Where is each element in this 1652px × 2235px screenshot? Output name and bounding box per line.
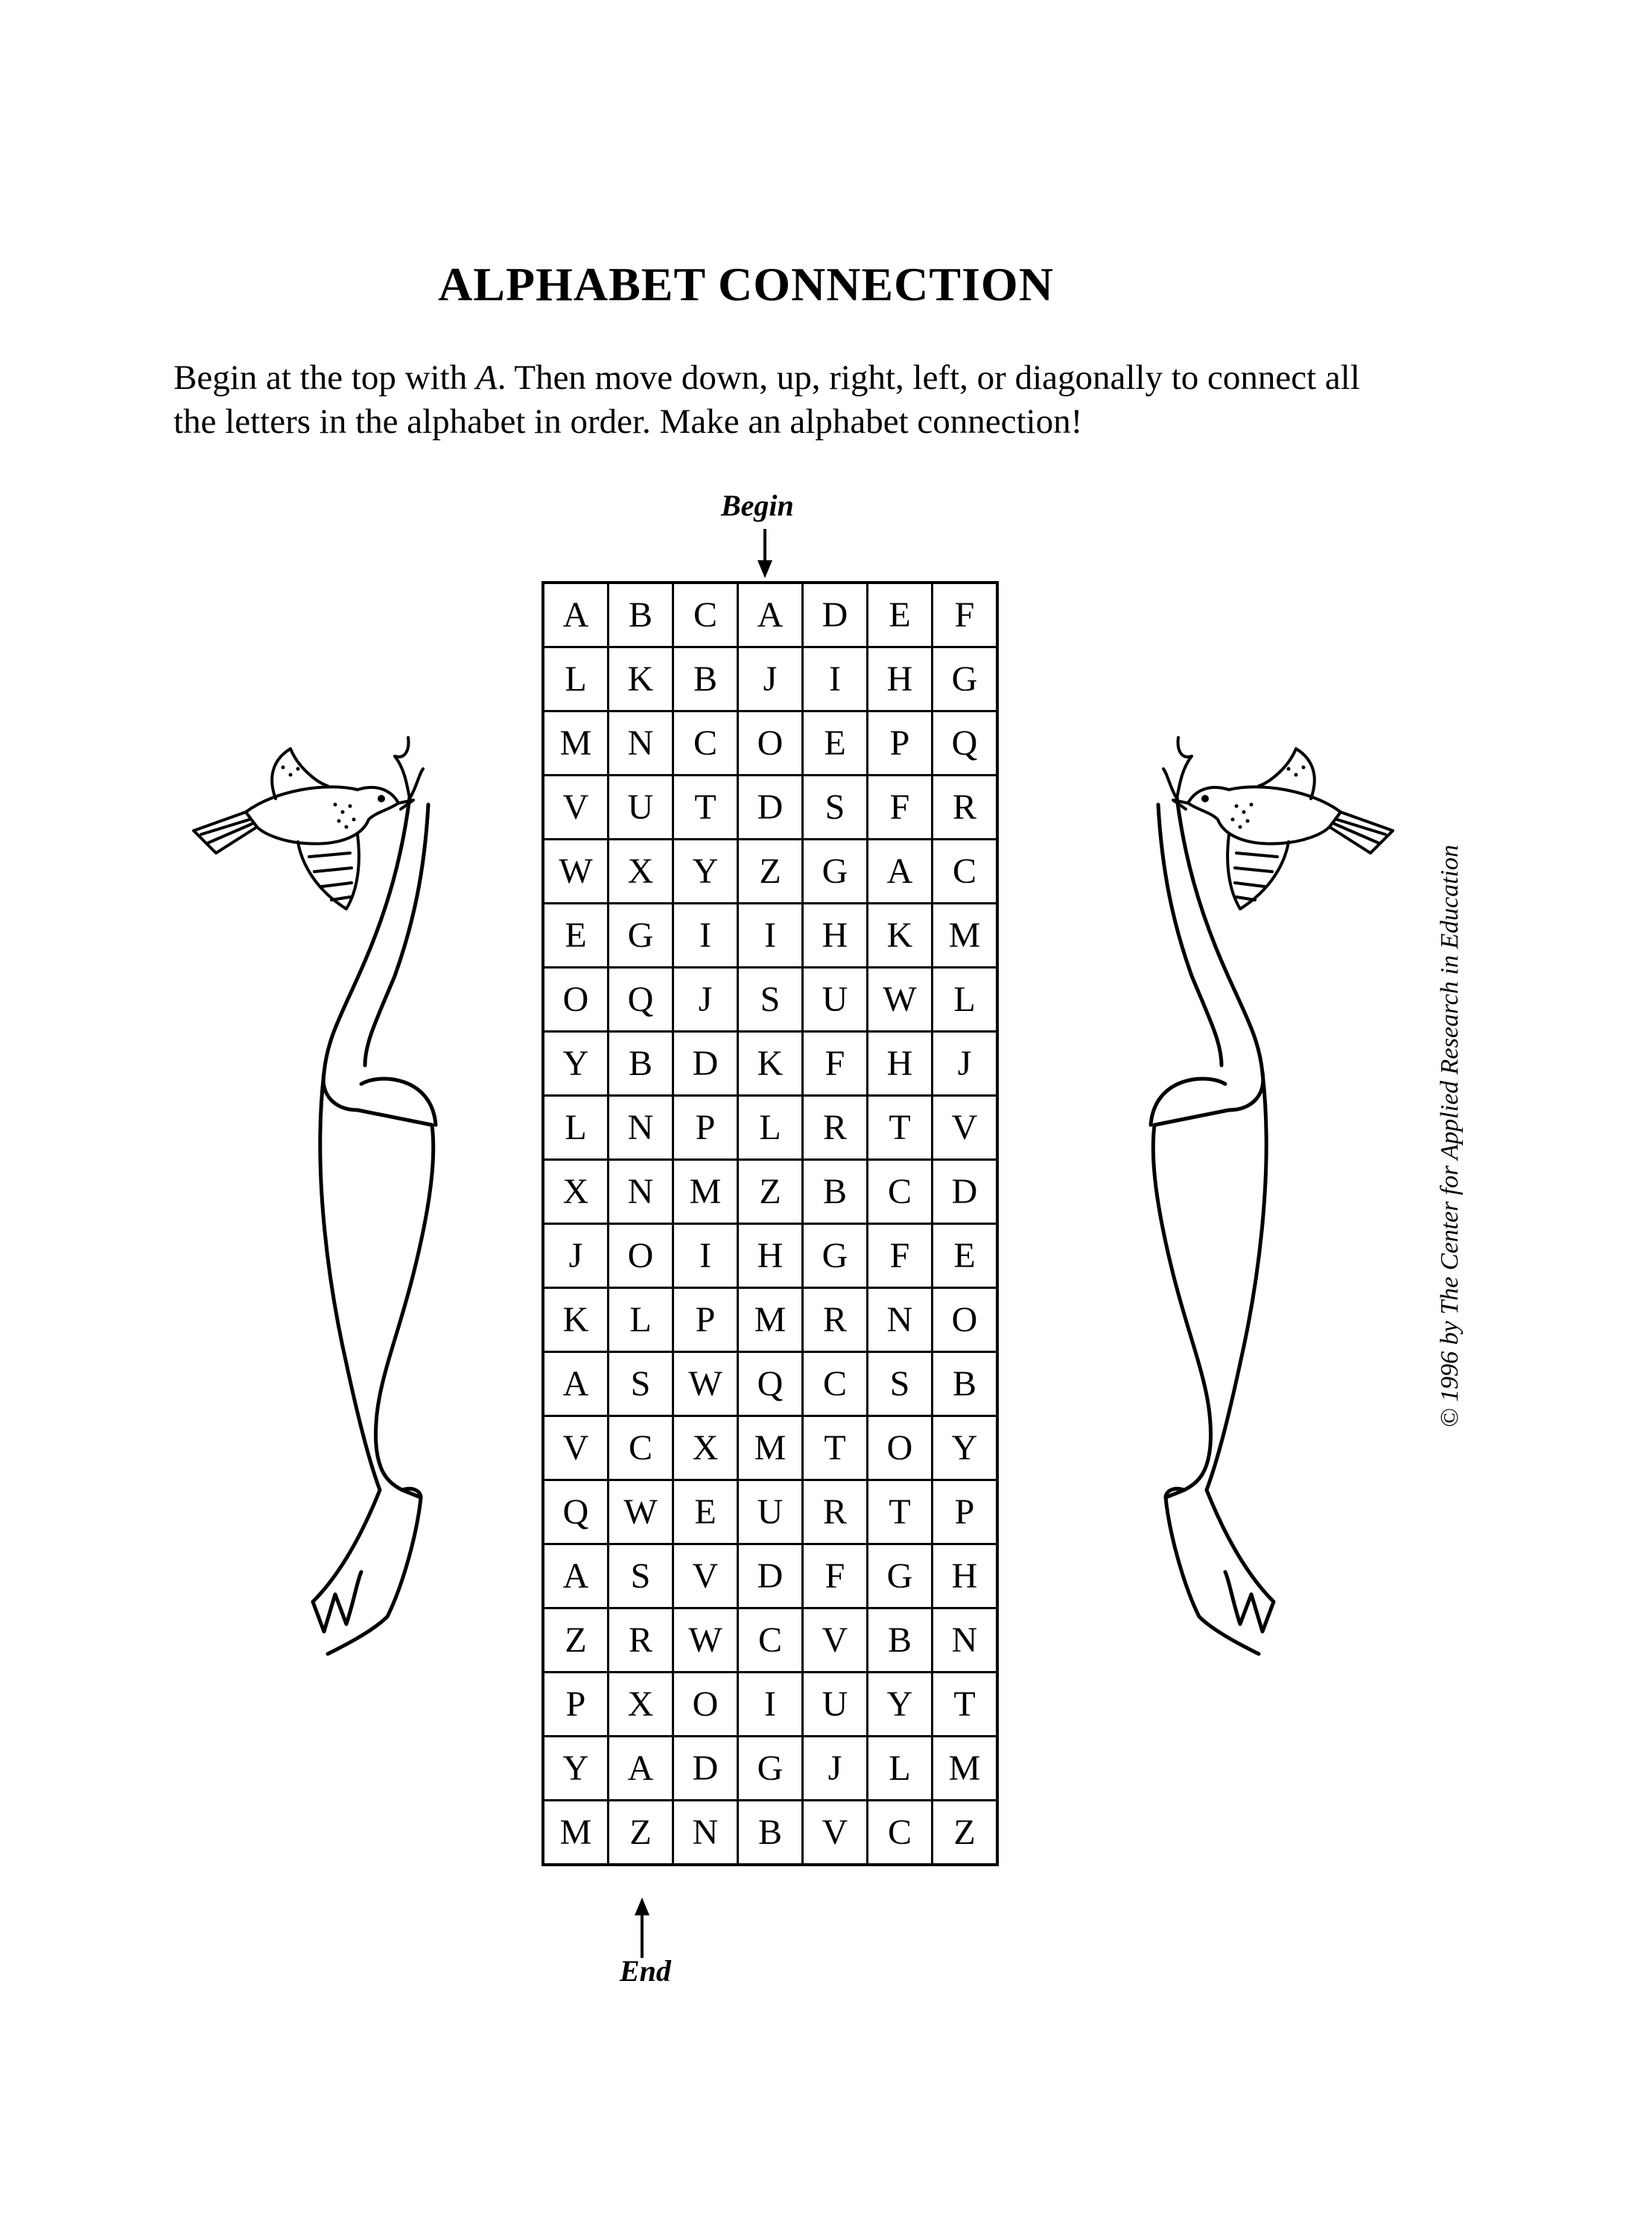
grid-row bbox=[543, 1673, 997, 1737]
grid-cell: P bbox=[543, 1673, 609, 1737]
grid-cell: J bbox=[673, 968, 738, 1032]
grid-cell: Q bbox=[738, 1352, 803, 1416]
grid-cell: D bbox=[673, 1737, 738, 1801]
grid-cell: S bbox=[609, 1352, 673, 1416]
page-title: ALPHABET CONNECTION bbox=[438, 258, 1054, 311]
grid-cell: W bbox=[868, 968, 933, 1032]
grid-cell: T bbox=[673, 776, 738, 840]
grid-cell: M bbox=[933, 1737, 998, 1801]
grid-cell: Z bbox=[738, 840, 803, 904]
instructions bbox=[174, 356, 1410, 444]
instructions-emphasis: A bbox=[475, 358, 498, 397]
grid-row bbox=[543, 1737, 997, 1801]
grid-cell: C bbox=[933, 840, 998, 904]
grid-cell: G bbox=[738, 1737, 803, 1801]
grid-row bbox=[543, 1160, 997, 1224]
grid-cell: J bbox=[543, 1224, 609, 1288]
grid-cell: D bbox=[933, 1160, 998, 1224]
grid-cell: L bbox=[868, 1737, 933, 1801]
arrow-up-icon bbox=[631, 1896, 653, 1959]
grid-cell: X bbox=[609, 1673, 673, 1737]
grid-cell: S bbox=[868, 1352, 933, 1416]
grid-cell: D bbox=[738, 1544, 803, 1608]
ribbon-banner-left bbox=[283, 797, 462, 1661]
grid-cell: C bbox=[868, 1801, 933, 1865]
grid-cell: X bbox=[543, 1160, 609, 1224]
grid-row bbox=[543, 1096, 997, 1160]
grid-cell: C bbox=[803, 1352, 868, 1416]
grid-cell: N bbox=[868, 1288, 933, 1352]
grid-cell: J bbox=[803, 1737, 868, 1801]
grid-cell: Y bbox=[543, 1032, 609, 1096]
grid-cell: K bbox=[738, 1032, 803, 1096]
grid-cell: N bbox=[609, 1160, 673, 1224]
grid-cell: A bbox=[868, 840, 933, 904]
grid-cell: B bbox=[673, 647, 738, 711]
grid-cell: P bbox=[673, 1096, 738, 1160]
grid-cell: L bbox=[609, 1288, 673, 1352]
end-label: End bbox=[620, 1954, 671, 1988]
grid-cell: A bbox=[609, 1737, 673, 1801]
grid-cell: U bbox=[803, 1673, 868, 1737]
grid-cell: Y bbox=[673, 840, 738, 904]
grid-cell: E bbox=[543, 904, 609, 968]
grid-cell: G bbox=[803, 1224, 868, 1288]
letter-grid bbox=[541, 581, 999, 1866]
copyright-notice: © 1996 by The Center for Applied Research in Education bbox=[1436, 844, 1464, 1428]
grid-cell: C bbox=[738, 1608, 803, 1673]
grid-cell: P bbox=[673, 1288, 738, 1352]
grid-row bbox=[543, 711, 997, 776]
grid-row bbox=[543, 904, 997, 968]
grid-cell: B bbox=[803, 1160, 868, 1224]
grid-cell: U bbox=[609, 776, 673, 840]
grid-cell: C bbox=[673, 711, 738, 776]
grid-cell: Y bbox=[543, 1737, 609, 1801]
grid-cell: F bbox=[803, 1544, 868, 1608]
grid-row bbox=[543, 1544, 997, 1608]
grid-row bbox=[543, 1288, 997, 1352]
grid-cell: N bbox=[933, 1608, 998, 1673]
grid-cell: I bbox=[673, 904, 738, 968]
grid-cell: U bbox=[803, 968, 868, 1032]
grid-cell: C bbox=[868, 1160, 933, 1224]
grid-cell: H bbox=[738, 1224, 803, 1288]
grid-cell: H bbox=[933, 1544, 998, 1608]
grid-cell: A bbox=[738, 583, 803, 647]
grid-cell: S bbox=[738, 968, 803, 1032]
grid-cell: L bbox=[933, 968, 998, 1032]
grid-cell: C bbox=[673, 583, 738, 647]
grid-cell: P bbox=[868, 711, 933, 776]
grid-cell: O bbox=[673, 1673, 738, 1737]
grid-cell: W bbox=[609, 1480, 673, 1544]
grid-cell: E bbox=[803, 711, 868, 776]
grid-cell: O bbox=[868, 1416, 933, 1480]
grid-cell: Z bbox=[543, 1608, 609, 1673]
grid-cell: N bbox=[609, 1096, 673, 1160]
grid-row bbox=[543, 1352, 997, 1416]
grid-cell: R bbox=[803, 1480, 868, 1544]
grid-cell: R bbox=[803, 1288, 868, 1352]
grid-cell: I bbox=[738, 904, 803, 968]
grid-cell: U bbox=[738, 1480, 803, 1544]
grid-cell: R bbox=[803, 1096, 868, 1160]
grid-cell: Z bbox=[609, 1801, 673, 1865]
grid-cell: M bbox=[738, 1416, 803, 1480]
grid-cell: V bbox=[803, 1608, 868, 1673]
grid-row bbox=[543, 1032, 997, 1096]
grid-cell: M bbox=[543, 711, 609, 776]
grid-cell: K bbox=[868, 904, 933, 968]
grid-cell: H bbox=[803, 904, 868, 968]
grid-cell: M bbox=[933, 904, 998, 968]
grid-cell: E bbox=[673, 1480, 738, 1544]
grid-row bbox=[543, 583, 997, 647]
grid-cell: F bbox=[868, 1224, 933, 1288]
grid-cell: W bbox=[673, 1608, 738, 1673]
grid-cell: G bbox=[609, 904, 673, 968]
grid-cell: M bbox=[543, 1801, 609, 1865]
grid-cell: X bbox=[609, 840, 673, 904]
grid-cell: D bbox=[803, 583, 868, 647]
grid-row bbox=[543, 968, 997, 1032]
grid-cell: V bbox=[933, 1096, 998, 1160]
grid-cell: V bbox=[543, 776, 609, 840]
grid-cell: C bbox=[609, 1416, 673, 1480]
grid-cell: G bbox=[868, 1544, 933, 1608]
arrow-down-icon bbox=[754, 527, 776, 580]
grid-cell: F bbox=[868, 776, 933, 840]
grid-cell: E bbox=[933, 1224, 998, 1288]
grid-cell: J bbox=[738, 647, 803, 711]
grid-cell: F bbox=[803, 1032, 868, 1096]
grid-cell: B bbox=[933, 1352, 998, 1416]
grid-cell: H bbox=[868, 647, 933, 711]
grid-cell: L bbox=[543, 647, 609, 711]
grid-row bbox=[543, 1224, 997, 1288]
grid-cell: T bbox=[803, 1416, 868, 1480]
grid-row bbox=[543, 1608, 997, 1673]
grid-row bbox=[543, 840, 997, 904]
instructions-part1: Begin at the top with bbox=[174, 358, 476, 397]
grid-cell: I bbox=[738, 1673, 803, 1737]
ribbon-banner-right bbox=[1125, 797, 1303, 1661]
grid-cell: D bbox=[738, 776, 803, 840]
grid-cell: R bbox=[609, 1608, 673, 1673]
grid-cell: H bbox=[868, 1032, 933, 1096]
grid-cell: A bbox=[543, 1352, 609, 1416]
grid-cell: Y bbox=[933, 1416, 998, 1480]
grid-cell: M bbox=[738, 1288, 803, 1352]
grid-cell: K bbox=[609, 647, 673, 711]
grid-cell: Q bbox=[933, 711, 998, 776]
grid-cell: O bbox=[933, 1288, 998, 1352]
grid-cell: T bbox=[868, 1480, 933, 1544]
grid-cell: W bbox=[543, 840, 609, 904]
grid-cell: X bbox=[673, 1416, 738, 1480]
grid-cell: B bbox=[868, 1608, 933, 1673]
grid-cell: A bbox=[543, 583, 609, 647]
grid-cell: I bbox=[803, 647, 868, 711]
grid-cell: F bbox=[933, 583, 998, 647]
grid-cell: V bbox=[803, 1801, 868, 1865]
grid-cell: V bbox=[673, 1544, 738, 1608]
grid-cell: D bbox=[673, 1032, 738, 1096]
grid-cell: Y bbox=[868, 1673, 933, 1737]
grid-cell: A bbox=[543, 1544, 609, 1608]
grid-cell: E bbox=[868, 583, 933, 647]
grid-cell: P bbox=[933, 1480, 998, 1544]
grid-cell: N bbox=[609, 711, 673, 776]
grid-cell: L bbox=[543, 1096, 609, 1160]
grid-cell: O bbox=[543, 968, 609, 1032]
grid-cell: K bbox=[543, 1288, 609, 1352]
grid-cell: S bbox=[609, 1544, 673, 1608]
grid-row bbox=[543, 1416, 997, 1480]
grid-cell: W bbox=[673, 1352, 738, 1416]
grid-cell: N bbox=[673, 1801, 738, 1865]
grid-row bbox=[543, 776, 997, 840]
grid-cell: V bbox=[543, 1416, 609, 1480]
begin-label: Begin bbox=[721, 489, 794, 522]
grid-cell: M bbox=[673, 1160, 738, 1224]
grid-cell: O bbox=[738, 711, 803, 776]
grid-cell: Z bbox=[933, 1801, 998, 1865]
grid-cell: B bbox=[738, 1801, 803, 1865]
instructions-part2: . Then move down, up, right, left, or diagonally to connect all the letters in the alphabet in order. Make an alphabet connection! bbox=[174, 358, 1360, 441]
grid-cell: L bbox=[738, 1096, 803, 1160]
grid-cell: T bbox=[933, 1673, 998, 1737]
grid-cell: S bbox=[803, 776, 868, 840]
grid-cell: T bbox=[868, 1096, 933, 1160]
grid-row bbox=[543, 1480, 997, 1544]
grid-cell: B bbox=[609, 1032, 673, 1096]
grid-cell: B bbox=[609, 583, 673, 647]
grid-cell: J bbox=[933, 1032, 998, 1096]
grid-row bbox=[543, 1801, 997, 1865]
grid-cell: I bbox=[673, 1224, 738, 1288]
grid-cell: O bbox=[609, 1224, 673, 1288]
grid-cell: Q bbox=[543, 1480, 609, 1544]
grid-cell: Z bbox=[738, 1160, 803, 1224]
grid-row bbox=[543, 647, 997, 711]
grid-cell: Q bbox=[609, 968, 673, 1032]
grid-cell: R bbox=[933, 776, 998, 840]
grid-cell: G bbox=[803, 840, 868, 904]
grid-cell: G bbox=[933, 647, 998, 711]
